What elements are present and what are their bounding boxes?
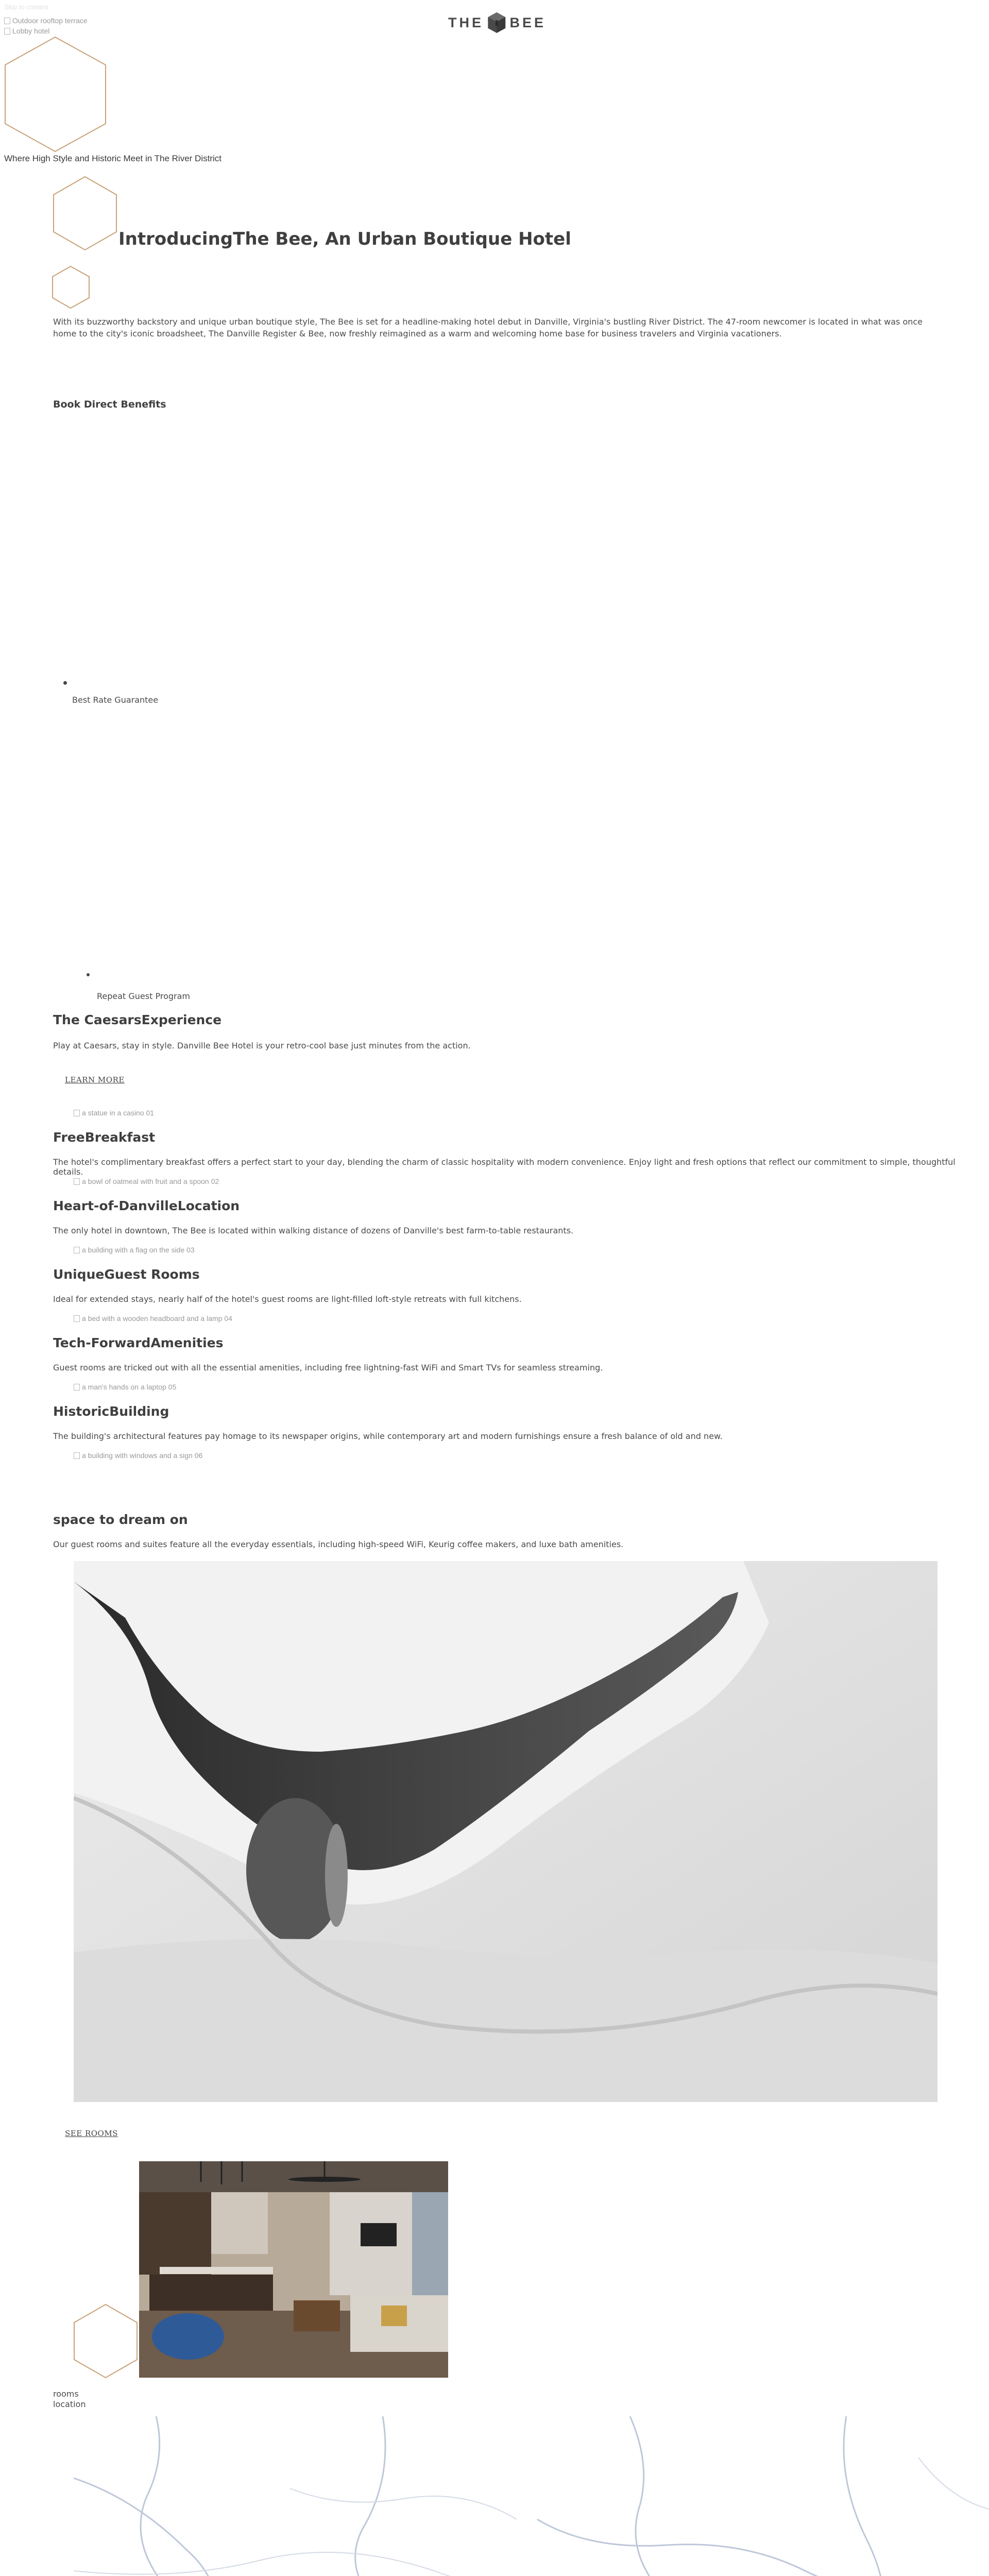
feature-image-location [74, 1246, 195, 1254]
logo-text-right: BEE [509, 14, 546, 30]
feature-image-historic [74, 1451, 202, 1460]
bullet-icon [87, 973, 90, 976]
intro-title: IntroducingThe Bee, An Urban Boutique Hotel [118, 229, 571, 249]
logo-text-left: THE [448, 14, 484, 30]
broken-image-icon [74, 1452, 80, 1459]
site-logo[interactable] [448, 9, 546, 36]
bed-photo [74, 1561, 937, 2102]
intro-body: With its buzzworthy backstory and unique urban boutique style, The Bee is set for a headline-making hotel debut in Danville, Virginia's bustling River District. The 47-room newcomer is located in what was once home to the city's iconic broadsheet, The Danville Register & Bee, now freshly reimagined as a warm and welcoming home base for business travelers and Virginia vacationers. [53, 317, 923, 338]
broken-image-icon [74, 1178, 80, 1185]
location-map[interactable] [74, 2416, 989, 2576]
logo-hex-icon [487, 8, 506, 37]
image-alt-text: a man's hands on a laptop 05 [82, 1383, 177, 1391]
benefit-item: Best Rate Guarantee [72, 695, 159, 705]
skip-link[interactable]: Skip to content [4, 3, 48, 11]
learn-more-link[interactable]: LEARN MORE [65, 1075, 125, 1084]
feature-body-historic: The building's architectural features pay homage to its newspaper origins, while contemporary art and modern furnishings ensure a fresh balance of old and new. [53, 1431, 723, 1441]
feature-heading-amenities: Tech-ForwardAmenities [53, 1335, 224, 1350]
image-alt-text: a bowl of oatmeal with fruit and a spoon 02 [82, 1177, 219, 1185]
feature-heading-historic: HistoricBuilding [53, 1404, 169, 1419]
caesars-body: Play at Caesars, stay in style. Danville Bee Hotel is your retro-cool base just minutes from the action. [53, 1041, 471, 1050]
feature-heading-location: Heart-of-DanvilleLocation [53, 1198, 240, 1213]
feature-image-amenities [74, 1383, 176, 1391]
feature-body-rooms: Ideal for extended stays, nearly half of the hotel's guest rooms are light-filled loft-style retreats with full kitchens. [53, 1294, 522, 1304]
rooms-label: rooms [53, 2389, 79, 2399]
caesars-heading: The CaesarsExperience [53, 1012, 222, 1027]
book-direct-heading: Book Direct Benefits [53, 399, 166, 410]
hexagon-outline-large [3, 35, 108, 154]
feature-body-location: The only hotel in downtown, The Bee is located within walking distance of dozens of Danville's best farm-to-table restaurants. [53, 1226, 574, 1235]
feature-body-amenities: Guest rooms are tricked out with all the essential amenities, including free lightning-fast WiFi and Smart TVs for seamless streaming. [53, 1363, 603, 1372]
broken-image-lobby [4, 27, 49, 35]
benefit-item: Repeat Guest Program [97, 991, 190, 1001]
feature-image-breakfast [74, 1177, 219, 1185]
hexagon-outline-medium [52, 175, 118, 251]
bullet-icon [63, 681, 67, 685]
feature-body-breakfast: The hotel's complimentary breakfast offers a perfect start to your day, blending the charm of classic hospitality with modern convenience. Enjoy light and fresh options that reflect our commitment to simple, thoughtful details. [53, 1157, 956, 1177]
broken-image-icon [74, 1247, 80, 1253]
see-rooms-link[interactable]: SEE ROOMS [65, 2129, 118, 2138]
hero-tagline: Where High Style and Historic Meet in The River District [4, 154, 221, 163]
feature-image-casino [74, 1109, 154, 1117]
feature-image-rooms [74, 1314, 232, 1323]
rooms-section-body: Our guest rooms and suites feature all the everyday essentials, including high-speed WiFi, Keurig coffee makers, and luxe bath amenities. [53, 1539, 624, 1549]
image-alt-text: Lobby hotel [12, 27, 50, 35]
feature-heading-rooms: UniqueGuest Rooms [53, 1267, 200, 1282]
map-roads [74, 2416, 989, 2576]
image-alt-text: a building with a flag on the side 03 [82, 1246, 195, 1254]
feature-heading-breakfast: FreeBreakfast [53, 1130, 156, 1145]
image-alt-text: a bed with a wooden headboard and a lamp 04 [82, 1314, 232, 1323]
broken-image-icon [74, 1384, 80, 1391]
broken-image-icon [4, 18, 10, 24]
broken-image-icon [4, 28, 10, 35]
image-alt-text: Outdoor rooftop terrace [12, 16, 88, 25]
room-interior-photo [139, 2161, 448, 2378]
hexagon-outline-small [52, 265, 90, 309]
broken-image-icon [74, 1315, 80, 1322]
broken-image-icon [74, 1110, 80, 1116]
rooms-section-heading: space to dream on [53, 1512, 188, 1527]
image-alt-text: a statue in a casino 01 [82, 1109, 155, 1117]
broken-image-rooftop [4, 16, 88, 25]
location-label: location [53, 2399, 86, 2409]
image-alt-text: a building with windows and a sign 06 [82, 1451, 203, 1460]
hexagon-outline-rooms [72, 2303, 139, 2379]
